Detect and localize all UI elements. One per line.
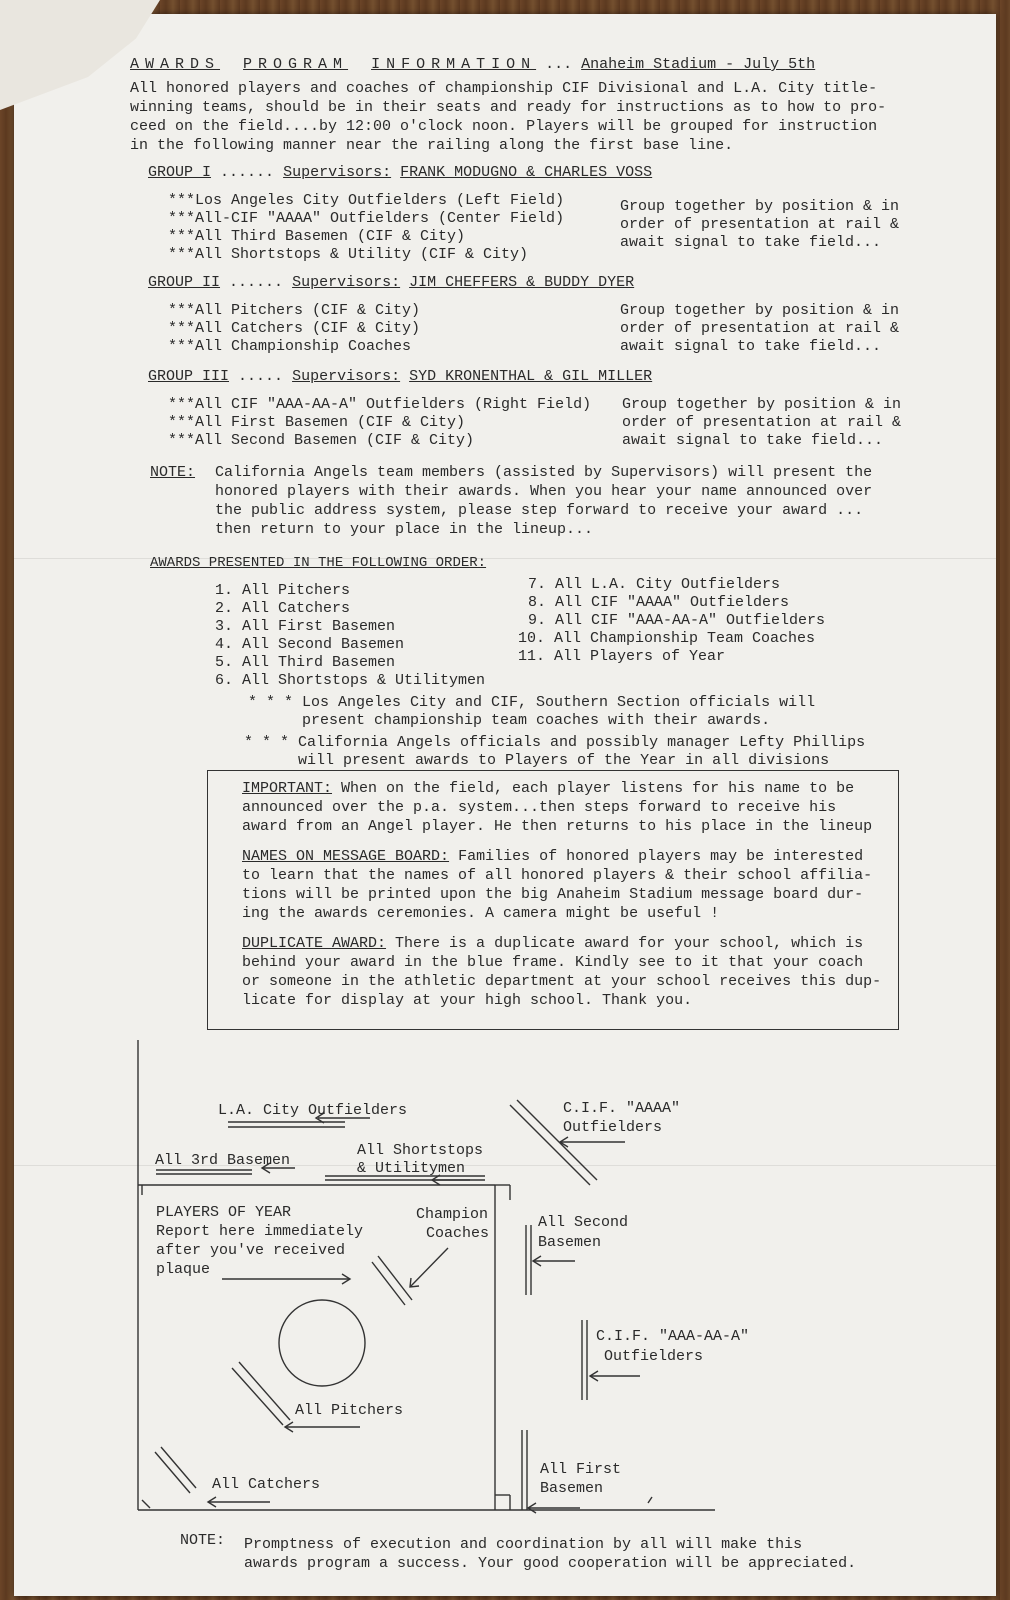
group-item: ***Los Angeles City Outfielders (Left Field) (168, 192, 565, 209)
group-instruction: Group together by position & in (620, 198, 900, 215)
group-item: ***All Third Basemen (CIF & City) (168, 228, 466, 245)
header-dots: ... (545, 56, 573, 73)
group-instruction: await signal to take field... (620, 234, 882, 251)
duplicate-award-line: licate for display at your high school. Thank you. (242, 992, 693, 1009)
message-board-line: tions will be printed upon the big Anaheim Stadium message board dur- (242, 886, 864, 903)
label-shortstops: & Utilitymen (357, 1160, 466, 1177)
group-instruction: order of presentation at rail & (622, 414, 902, 431)
group-instruction: Group together by position & in (620, 302, 900, 319)
pitchers-mound (279, 1300, 365, 1386)
star-note: will present awards to Players of the Year in all divisions (244, 752, 830, 769)
label-cif-aaaa: C.I.F. "AAAA" (563, 1100, 681, 1117)
important-line: When on the field, each player listens for his name to be (341, 780, 855, 797)
header-word-awards: AWARDS (130, 56, 221, 73)
duplicate-award-line: behind your award in the blue frame. Kindly see to it that your coach (242, 954, 864, 971)
note-line: California Angels team members (assisted by Supervisors) will present the (215, 464, 873, 481)
intro-line: All honored players and coaches of championship CIF Divisional and L.A. City title- (130, 80, 878, 97)
label-champion-coaches: Champion (416, 1206, 489, 1223)
important-line: award from an Angel player. He then returns to his place in the lineup (242, 818, 873, 835)
award-order-item: 4. All Second Basemen (215, 636, 405, 653)
group-item: ***All First Basemen (CIF & City) (168, 414, 466, 431)
important-line: announced over the p.a. system...then steps forward to receive his (242, 799, 837, 816)
group-dots: ..... (238, 368, 284, 385)
award-order-item: 1. All Pitchers (215, 582, 351, 599)
duplicate-award-line: There is a duplicate award for your school, which is (395, 935, 864, 952)
label-la-city-outfielders: L.A. City Outfielders (218, 1102, 408, 1119)
label-first-basemen: Basemen (540, 1480, 604, 1497)
label-second-basemen: All Second (538, 1214, 629, 1231)
label-champion-coaches: Coaches (426, 1225, 490, 1242)
label-catchers: All Catchers (212, 1476, 321, 1493)
supervisors-names: JIM CHEFFERS & BUDDY DYER (409, 274, 635, 291)
award-order-item: 5. All Third Basemen (215, 654, 396, 671)
label-pitchers: All Pitchers (295, 1402, 404, 1419)
message-board-line: Families of honored players may be interested (458, 848, 864, 865)
group-item: ***All Shortstops & Utility (CIF & City) (168, 246, 529, 263)
group-label: GROUP I (148, 164, 212, 181)
intro-line: winning teams, should be in their seats and ready for instructions as to how to pro- (130, 99, 887, 116)
message-board-line: ing the awards ceremonies. A camera might be useful ! (242, 905, 720, 922)
group-instruction: Group together by position & in (622, 396, 902, 413)
group-instruction: await signal to take field... (622, 432, 884, 449)
awards-order-heading: AWARDS PRESENTED IN THE FOLLOWING ORDER: (150, 555, 487, 571)
important-label: IMPORTANT: (242, 780, 333, 797)
footer-note-line: Promptness of execution and coordination by all will make this (244, 1536, 803, 1553)
group-instruction: await signal to take field... (620, 338, 882, 355)
group-label: GROUP II (148, 274, 221, 291)
award-order-item: 6. All Shortstops & Utilitymen (215, 672, 486, 689)
group-instruction: order of presentation at rail & (620, 320, 900, 337)
footer-note-line: awards program a success. Your good cooperation will be appreciated. (244, 1555, 857, 1572)
supervisors-names: FRANK MODUGNO & CHARLES VOSS (400, 164, 653, 181)
award-order-item: 11. All Players of Year (518, 648, 726, 665)
label-cif-aaaa: Outfielders (563, 1119, 663, 1136)
footer-note-label: NOTE: (180, 1532, 226, 1549)
note-line: then return to your place in the lineup... (215, 521, 594, 538)
label-third-basemen: All 3rd Basemen (155, 1152, 291, 1169)
supervisors-names: SYD KRONENTHAL & GIL MILLER (409, 368, 653, 385)
group-item: ***All Pitchers (CIF & City) (168, 302, 421, 319)
group-item: ***All CIF "AAA-AA-A" Outfielders (Right Field) (168, 396, 592, 413)
label-players-of-year: PLAYERS OF YEAR (156, 1204, 292, 1221)
supervisors-label: Supervisors: (292, 274, 401, 291)
supervisors-label: Supervisors: (283, 164, 392, 181)
star-note: * * * California Angels officials and possibly manager Lefty Phillips (244, 734, 866, 751)
label-shortstops: All Shortstops (357, 1142, 484, 1159)
award-order-item: 9. All CIF "AAA-AA-A" Outfielders (528, 612, 826, 629)
group-item: ***All Second Basemen (CIF & City) (168, 432, 475, 449)
header-word-information: INFORMATION (371, 56, 537, 73)
label-second-basemen: Basemen (538, 1234, 602, 1251)
header-word-program: PROGRAM (243, 56, 349, 73)
label-cif-aaa-aa-a: C.I.F. "AAA-AA-A" (596, 1328, 750, 1345)
group-instruction: order of presentation at rail & (620, 216, 900, 233)
group-dots: ...... (229, 274, 284, 291)
group-label: GROUP III (148, 368, 230, 385)
award-order-item: 10. All Championship Team Coaches (518, 630, 816, 647)
award-order-item: 3. All First Basemen (215, 618, 396, 635)
award-order-item: 2. All Catchers (215, 600, 351, 617)
supervisors-label: Supervisors: (292, 368, 401, 385)
intro-line: in the following manner near the railing along the first base line. (130, 137, 734, 154)
label-players-of-year: plaque (156, 1261, 211, 1278)
duplicate-award-label: DUPLICATE AWARD: (242, 935, 387, 952)
note-line: the public address system, please step forward to receive your award ... (215, 502, 864, 519)
label-cif-aaa-aa-a: Outfielders (604, 1348, 704, 1365)
award-order-item: 8. All CIF "AAAA" Outfielders (528, 594, 790, 611)
intro-line: ceed on the field....by 12:00 o'clock noon. Players will be grouped for instruction (130, 118, 878, 135)
group-dots: ...... (220, 164, 275, 181)
star-note: present championship team coaches with their awards. (248, 712, 771, 729)
label-first-basemen: All First (540, 1461, 622, 1478)
header-venue: Anaheim Stadium - July 5th (581, 56, 816, 73)
note-label: NOTE: (150, 464, 196, 481)
message-board-label: NAMES ON MESSAGE BOARD: (242, 848, 450, 865)
star-note: * * * Los Angeles City and CIF, Southern Section officials will (248, 694, 816, 711)
group-item: ***All Championship Coaches (168, 338, 412, 355)
duplicate-award-line: or someone in the athletic department at your school receives this dup- (242, 973, 882, 990)
label-players-of-year: Report here immediately (156, 1223, 364, 1240)
label-players-of-year: after you've received (156, 1242, 346, 1259)
award-order-item: 7. All L.A. City Outfielders (528, 576, 781, 593)
note-line: honored players with their awards. When you hear your name announced over (215, 483, 873, 500)
group-item: ***All Catchers (CIF & City) (168, 320, 421, 337)
group-item: ***All-CIF "AAAA" Outfielders (Center Field) (168, 210, 565, 227)
message-board-line: to learn that the names of all honored players & their school affilia- (242, 867, 873, 884)
